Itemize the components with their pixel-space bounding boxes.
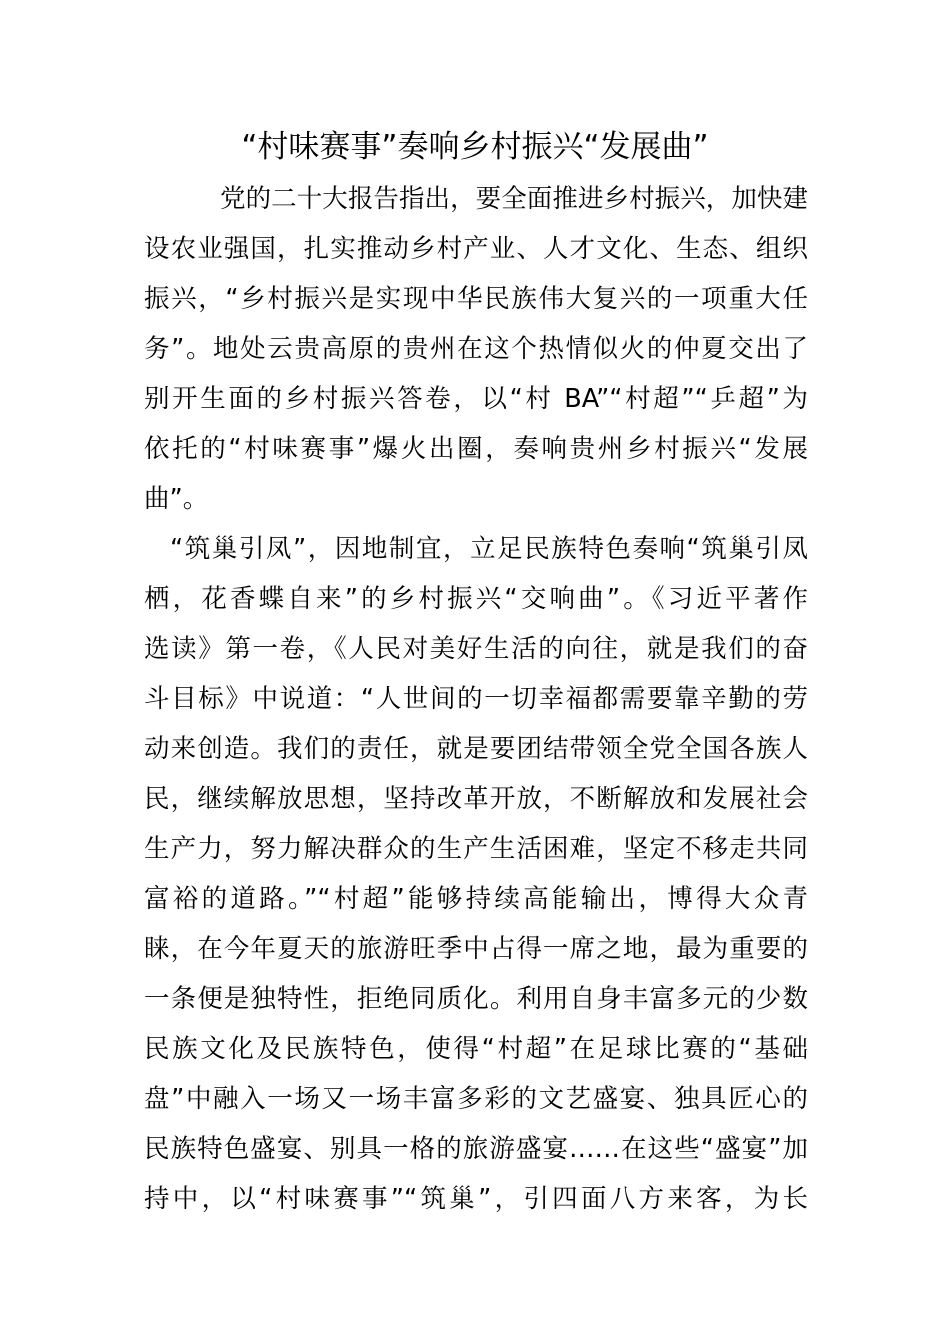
paragraph-2-line-10: 一条便是独特性，拒绝同质化。利用自身丰富多元的少数 (144, 984, 808, 1014)
paragraph-2-line-7: 生产力，努力解决群众的生产生活困难，坚定不移走共同 (144, 834, 808, 864)
paragraph-1-line-3: 振兴，“乡村振兴是实现中华民族伟大复兴的一项重大任 (144, 284, 808, 314)
paragraph-2-line-11: 民族文化及民族特色，使得“村超”在足球比赛的“基础 (144, 1034, 808, 1064)
paragraph-2-line-9: 睐，在今年夏天的旅游旺季中占得一席之地，最为重要的 (144, 934, 808, 964)
paragraph-1-line-7: 曲”。 (144, 484, 209, 514)
paragraph-2-line-8: 富裕的道路。”“村超”能够持续高能输出，博得大众青 (144, 884, 808, 914)
paragraph-2-line-6: 民，继续解放思想，坚持改革开放，不断解放和发展社会 (144, 784, 808, 814)
paragraph-1-line-2: 设农业强国，扎实推动乡村产业、人才文化、生态、组织 (144, 234, 808, 264)
paragraph-2-line-12: 盘”中融入一场又一场丰富多彩的文艺盛宴、独具匠心的 (144, 1084, 808, 1114)
paragraph-2-line-14: 持中，以“村味赛事”“筑巢”，引四面八方来客，为长 (144, 1184, 808, 1214)
document-title: “村味赛事”奏响乡村振兴“发展曲” (241, 129, 709, 165)
document-body (144, 174, 808, 1224)
paragraph-2-line-2: 栖，花香蝶自来”的乡村振兴“交响曲”。《习近平著作 (144, 584, 808, 614)
paragraph-2-line-3: 选读》第一卷，《人民对美好生活的向往，就是我们的奋 (144, 634, 808, 664)
paragraph-1-line-4: 务”。地处云贵高原的贵州在这个热情似火的仲夏交出了 (144, 334, 808, 364)
paragraph-1-line-5: 别开生面的乡村振兴答卷，以“村 BA”“村超”“乒超”为 (144, 384, 808, 414)
paragraph-2-line-5: 动来创造。我们的责任，就是要团结带领全党全国各族人 (144, 734, 808, 764)
paragraph-2-line-4: 斗目标》中说道：“人世间的一切幸福都需要靠辛勤的劳 (144, 684, 808, 714)
paragraph-1-line-6: 依托的“村味赛事”爆火出圈，奏响贵州乡村振兴“发展 (144, 434, 808, 464)
paragraph-1-line-1: 党的二十大报告指出，要全面推进乡村振兴，加快建 (220, 184, 808, 214)
paragraph-2-line-1: “筑巢引凤”，因地制宜，立足民族特色奏响“筑巢引凤 (170, 534, 808, 564)
paragraph-2-line-13: 民族特色盛宴、别具一格的旅游盛宴……在这些“盛宴”加 (144, 1134, 808, 1164)
